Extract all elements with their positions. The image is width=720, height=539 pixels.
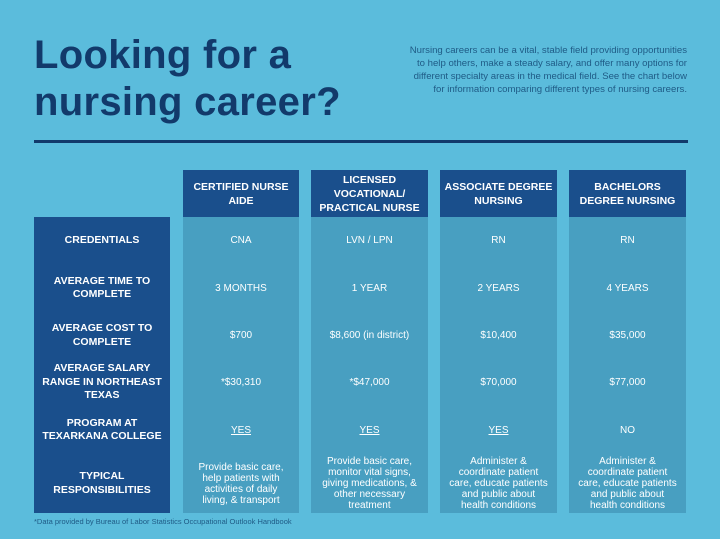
program-link-lvn[interactable]: YES: [359, 424, 380, 436]
cell-responsibilities-cna: Provide basic care, help patients with activities of daily living, & transport: [183, 454, 299, 513]
row-header-program: PROGRAM AT TEXARKANA COLLEGE: [42, 416, 162, 442]
title-line-2: nursing career?: [34, 80, 341, 124]
cell-salary-adn: $70,000: [440, 359, 557, 406]
column-header-adn: ASSOCIATE DEGREE NURSING: [440, 170, 557, 217]
cell-time-adn: 2 YEARS: [440, 264, 557, 312]
cell-salary-bsn: $77,000: [569, 359, 686, 406]
row-header-responsibilities: TYPICAL RESPONSIBILITIES: [53, 470, 151, 496]
row-header-time: AVERAGE TIME TO COMPLETE: [53, 274, 151, 300]
title-divider: [34, 140, 688, 143]
cell-program-bsn: NO: [569, 406, 686, 454]
cell-cost-lvn: $8,600 (in district): [311, 312, 428, 359]
cell-responsibilities-lvn: Provide basic care, monitor vital signs, giving medications, & other necessary treatment: [311, 454, 428, 513]
cell-program-adn[interactable]: [440, 406, 557, 454]
column-header-lvn: LICENSED VOCATIONAL/ PRACTICAL NURSE: [311, 170, 428, 217]
cell-credentials-adn: RN: [440, 217, 557, 264]
title-line-1: Looking for a: [34, 33, 292, 77]
cell-program-cna[interactable]: [183, 406, 299, 454]
column-header-bsn: BACHELORS DEGREE NURSING: [569, 170, 686, 217]
footnote: *Data provided by Bureau of Labor Statistics Occupational Outlook Handbook: [34, 517, 292, 526]
cell-program-lvn[interactable]: [311, 406, 428, 454]
cell-responsibilities-adn: Administer & coordinate patient care, educate patients and public about health conditions: [440, 454, 557, 513]
cell-salary-lvn: *$47,000: [311, 359, 428, 406]
row-header-cost: AVERAGE COST TO COMPLETE: [51, 322, 153, 348]
page-title: [34, 32, 341, 126]
column-header-cna: CERTIFIED NURSE AIDE: [183, 170, 299, 217]
cell-cost-adn: $10,400: [440, 312, 557, 359]
program-link-adn[interactable]: YES: [488, 424, 509, 436]
cell-cost-bsn: $35,000: [569, 312, 686, 359]
cell-time-bsn: 4 YEARS: [569, 264, 686, 312]
cell-salary-cna: *$30,310: [183, 359, 299, 406]
row-header-salary: AVERAGE SALARY RANGE IN NORTHEAST TEXAS: [42, 362, 162, 402]
row-header-credentials: CREDENTIALS: [64, 233, 140, 246]
cell-time-cna: 3 MONTHS: [183, 264, 299, 312]
cell-credentials-bsn: RN: [569, 217, 686, 264]
cell-time-lvn: 1 YEAR: [311, 264, 428, 312]
cell-responsibilities-bsn: Administer & coordinate patient care, educate patients and public about health conditions: [569, 454, 686, 513]
cell-credentials-lvn: LVN / LPN: [311, 217, 428, 264]
program-link-cna[interactable]: YES: [230, 424, 251, 436]
intro-paragraph: Nursing careers can be a vital, stable field providing opportunities to help others, make a steady salary, and offer many options for different specialty areas in the medical field. See the chart below for information comparing different types of nursing careers.: [409, 45, 687, 95]
cell-credentials-cna: CNA: [183, 217, 299, 264]
cell-cost-cna: $700: [183, 312, 299, 359]
